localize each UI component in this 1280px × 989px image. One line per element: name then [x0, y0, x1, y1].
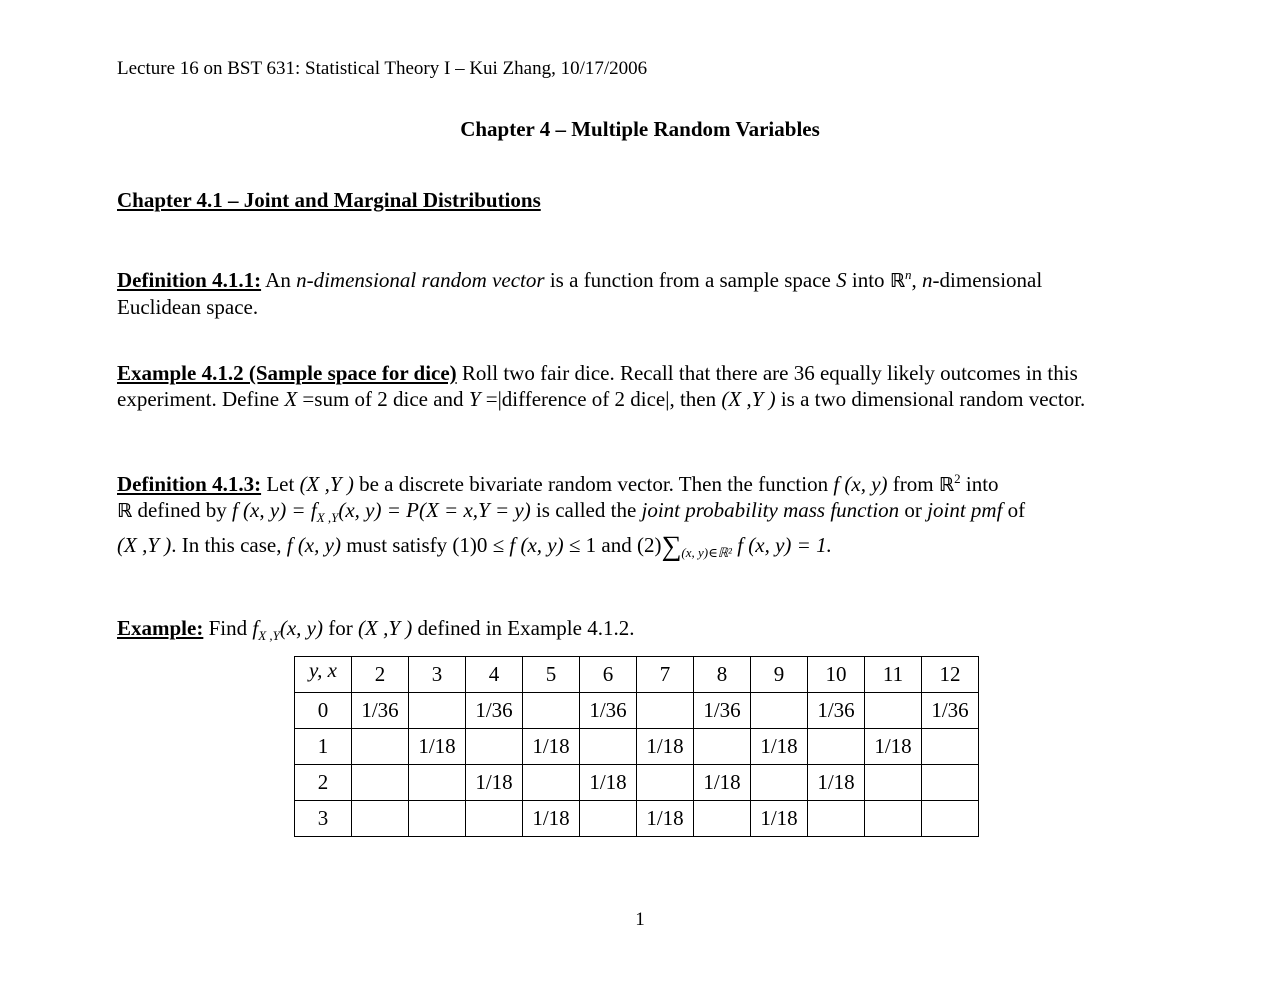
table-cell: 1/18 [523, 801, 580, 837]
table-cell: 1/18 [751, 729, 808, 765]
table-row [295, 693, 979, 729]
table-cell [694, 729, 751, 765]
table-cell: 1/36 [352, 693, 409, 729]
page-number: 1 [635, 909, 645, 930]
table-cell [694, 801, 751, 837]
table-column-header: 8 [694, 657, 751, 693]
definition-4-1-1: Definition 4.1.1: An n-dimensional random vector is a function from a sample space S into ℝ$^n$, n-dimensional Euclidean space. [117, 267, 1043, 319]
table-cell [808, 729, 865, 765]
example-label: Example: [117, 616, 204, 640]
table-cell: 1/18 [637, 801, 694, 837]
table-row-header: 2 [295, 765, 352, 801]
joint-pmf-table [294, 656, 979, 837]
table-row-header: 1 [295, 729, 352, 765]
section-title: Chapter 4.1 – Joint and Marginal Distributions [117, 188, 541, 212]
table-cell [409, 801, 466, 837]
table-cell [352, 729, 409, 765]
real-numbers-symbol: ℝ [938, 474, 955, 496]
table-column-header: 7 [637, 657, 694, 693]
table-cell: 1/36 [466, 693, 523, 729]
table-corner-label: y, x [295, 657, 352, 693]
table-column-header: 3 [409, 657, 466, 693]
table-column-header: 10 [808, 657, 865, 693]
example-4-1-2: Example 4.1.2 (Sample space for dice) Roll two fair dice. Recall that there are 36 equally likely outcomes in this experiment. Define X =sum of 2 dice and Y =|difference of 2 dice|, then (X ,Y ) is a two dimensional random vector. [117, 361, 1086, 411]
table-column-header: 11 [865, 657, 922, 693]
table-cell [409, 765, 466, 801]
defined-term: -dimensional random vector [306, 268, 545, 292]
table-column-header: 6 [580, 657, 637, 693]
table-cell [580, 801, 637, 837]
table-cell [751, 693, 808, 729]
chapter-title: Chapter 4 – Multiple Random Variables [460, 117, 820, 141]
table-cell [751, 765, 808, 801]
table-cell: 1/18 [865, 729, 922, 765]
table-cell [865, 765, 922, 801]
defined-term: joint pmf [927, 498, 1003, 522]
real-numbers-symbol: ℝ [117, 500, 133, 522]
table-column-header: 4 [466, 657, 523, 693]
table-cell [466, 729, 523, 765]
table-column-header: 5 [523, 657, 580, 693]
definition-4-1-3-line-3: (X ,Y ). In this case, f (x, y) must satisfy (1)0 ≤ f (x, y) ≤ 1 and $(2)\sum_{(x, y)\in ℝ^2}$ f (x, y) = 1. [117, 531, 832, 562]
table-cell [466, 801, 523, 837]
table-cell [865, 693, 922, 729]
table-column-header: 12 [922, 657, 979, 693]
table-column-header: 2 [352, 657, 409, 693]
table-cell: 1/36 [694, 693, 751, 729]
table-cell [922, 801, 979, 837]
summation-symbol: ∑ [661, 531, 682, 562]
table-column-header: 9 [751, 657, 808, 693]
table-cell [352, 801, 409, 837]
table-cell: 1/18 [637, 729, 694, 765]
table-cell: 1/18 [808, 765, 865, 801]
table-cell: 1/18 [751, 801, 808, 837]
table-row-header: 0 [295, 693, 352, 729]
definition-4-1-3-line-2: ℝ defined by f (x, $y) = f_{X ,Y}(x$, y) = P(X = x,Y = y) is called the joint probability mass function or joint pmf of [117, 498, 1026, 526]
table-cell [808, 801, 865, 837]
table-cell [637, 693, 694, 729]
definition-label: Definition 4.1.3: [117, 472, 262, 496]
table-cell: 1/18 [694, 765, 751, 801]
table-cell: 1/18 [523, 729, 580, 765]
table-cell [922, 729, 979, 765]
table-row-header: 3 [295, 801, 352, 837]
real-numbers-symbol: ℝ [889, 270, 906, 292]
table-cell [637, 765, 694, 801]
definition-label: Definition 4.1.1: [117, 268, 262, 292]
table-cell [865, 801, 922, 837]
table-cell: 1/18 [409, 729, 466, 765]
definition-4-1-3: Definition 4.1.3: Let (X ,Y ) be a discrete bivariate random vector. Then the function f (x, y) from ℝ$^2$ into [117, 471, 999, 496]
defined-term: joint probability mass function [641, 498, 900, 522]
table-cell: 1/18 [580, 765, 637, 801]
table-cell [409, 693, 466, 729]
table-cell [580, 729, 637, 765]
table-cell [352, 765, 409, 801]
table-cell: 1/36 [808, 693, 865, 729]
example-find-pmf: Example: Find $f_{X ,Y}(x$, y) for (X ,Y ) defined in Example 4.1.2. [117, 616, 635, 644]
table-cell: 1/18 [466, 765, 523, 801]
table-row [295, 765, 979, 801]
table-cell: 1/36 [922, 693, 979, 729]
table-cell [922, 765, 979, 801]
table-cell [523, 693, 580, 729]
table-cell: 1/36 [580, 693, 637, 729]
table-header-row [295, 657, 979, 693]
table-row [295, 801, 979, 837]
example-label: Example 4.1.2 (Sample space for dice) [117, 361, 457, 385]
table-cell [523, 765, 580, 801]
table-row [295, 729, 979, 765]
page-header: Lecture 16 on BST 631: Statistical Theory I – Kui Zhang, 10/17/2006 [117, 58, 648, 79]
